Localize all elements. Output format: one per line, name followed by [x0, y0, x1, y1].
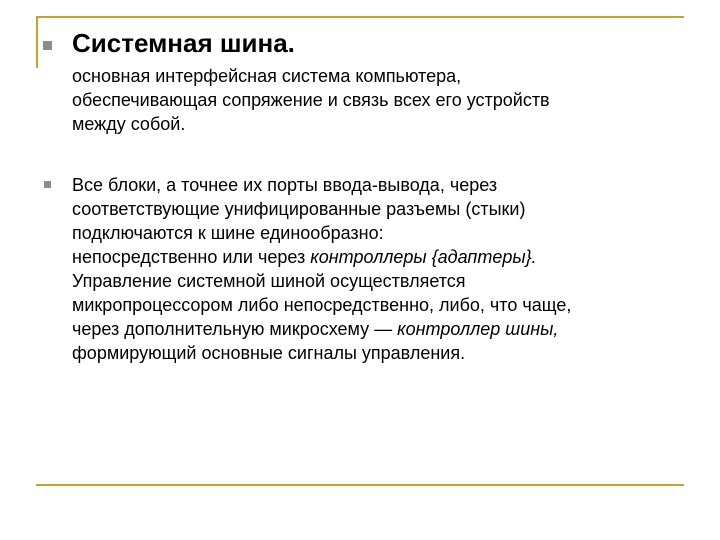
bus-controller-term: контроллер шины, [397, 319, 559, 339]
text-line: между собой. [72, 114, 186, 134]
left-accent-rule [36, 16, 38, 68]
text-line [72, 317, 684, 341]
text-line: соответствующие унифицированные разъемы (стыки) [72, 199, 526, 219]
text-line [72, 245, 684, 269]
square-bullet-icon [44, 181, 51, 188]
text-line: подключаются к шине единообразно: [72, 223, 384, 243]
controllers-term: контроллеры {адаптеры}. [310, 247, 537, 267]
top-rule [36, 16, 684, 18]
text-line: Все блоки, а точнее их порты ввода-вывода, через [72, 175, 498, 195]
bottom-rule [36, 484, 684, 486]
text-fragment: непосредственно или через [72, 247, 311, 267]
text-line: микропроцессором либо непосредственно, либо, что чаще, [72, 295, 572, 315]
square-bullet-icon [43, 41, 52, 50]
bus-description-paragraph [72, 173, 684, 365]
text-fragment: через дополнительную микросхему — [72, 319, 398, 339]
text-line: основная интерфейсная система компьютера, [72, 66, 462, 86]
text-line: обеспечивающая сопряжение и связь всех его устройств [72, 90, 550, 110]
text-line: Управление системной шиной осуществляется [72, 271, 466, 291]
text-line: формирующий основные сигналы управления. [72, 343, 466, 363]
definition-paragraph [72, 64, 684, 136]
slide-title: Системная шина. [72, 28, 295, 58]
